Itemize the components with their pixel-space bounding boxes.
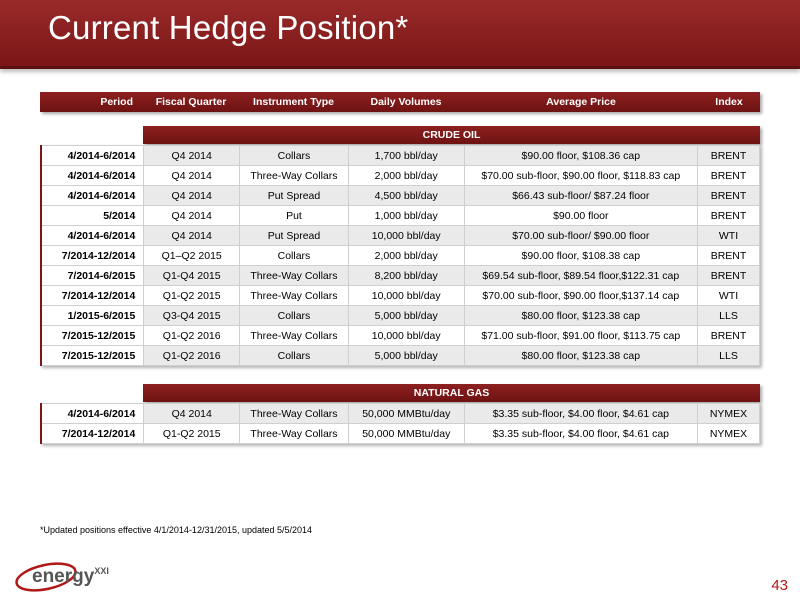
cell-instrument: Collars (240, 346, 349, 366)
table-row (41, 206, 760, 226)
cell-price: $3.35 sub-floor, $4.00 floor, $4.61 cap (464, 424, 697, 444)
cell-volume: 1,000 bbl/day (348, 206, 464, 226)
header-fiscal-quarter: Fiscal Quarter (155, 96, 227, 108)
table-row (41, 424, 760, 444)
cell-volume: 4,500 bbl/day (348, 186, 464, 206)
company-logo (12, 560, 142, 594)
header-daily-volumes: Daily Volumes (370, 96, 442, 108)
cell-quarter: Q4 2014 (144, 166, 240, 186)
cell-index: BRENT (698, 246, 760, 266)
cell-index: BRENT (698, 146, 760, 166)
cell-period: 4/2014-6/2014 (41, 226, 144, 246)
cell-period: 4/2014-6/2014 (41, 146, 144, 166)
crude-oil-table (40, 145, 760, 366)
cell-quarter: Q1-Q2 2016 (144, 346, 240, 366)
cell-price: $69.54 sub-floor, $89.54 floor,$122.31 cap (464, 266, 697, 286)
header-period: Period (100, 96, 133, 108)
cell-quarter: Q1-Q2 2015 (144, 424, 240, 444)
logo-text: energy$^{XXI}$ (32, 566, 109, 587)
cell-volume: 2,000 bbl/day (348, 166, 464, 186)
header-instrument-type: Instrument Type (253, 96, 334, 108)
cell-quarter: Q1-Q4 2015 (144, 266, 240, 286)
cell-price: $70.00 sub-floor, $90.00 floor, $118.83 cap (464, 166, 697, 186)
cell-instrument: Collars (240, 306, 349, 326)
cell-volume: 8,200 bbl/day (348, 266, 464, 286)
cell-index: BRENT (698, 266, 760, 286)
cell-index: WTI (698, 226, 760, 246)
table-row (41, 404, 760, 424)
cell-quarter: Q4 2014 (144, 146, 240, 166)
cell-quarter: Q1–Q2 2015 (144, 246, 240, 266)
cell-index: LLS (698, 306, 760, 326)
table-row (41, 226, 760, 246)
cell-period: 4/2014-6/2014 (41, 186, 144, 206)
cell-quarter: Q1-Q2 2015 (144, 286, 240, 306)
table-row (41, 166, 760, 186)
cell-price: $90.00 floor (464, 206, 697, 226)
cell-instrument: Three-Way Collars (240, 404, 349, 424)
cell-index: WTI (698, 286, 760, 306)
table-row (41, 306, 760, 326)
cell-quarter: Q4 2014 (144, 206, 240, 226)
cell-index: BRENT (698, 166, 760, 186)
cell-price: $80.00 floor, $123.38 cap (464, 346, 697, 366)
cell-period: 5/2014 (41, 206, 144, 226)
cell-quarter: Q3-Q4 2015 (144, 306, 240, 326)
cell-volume: 50,000 MMBtu/day (348, 404, 464, 424)
cell-period: 7/2014-6/2015 (41, 266, 144, 286)
crude-oil-section-header: CRUDE OIL (143, 126, 760, 144)
cell-instrument: Put Spread (240, 186, 349, 206)
table-row (41, 326, 760, 346)
page-number: 43 (771, 577, 788, 594)
natural-gas-table (40, 403, 760, 444)
cell-instrument: Put (240, 206, 349, 226)
cell-volume: 1,700 bbl/day (348, 146, 464, 166)
cell-instrument: Three-Way Collars (240, 166, 349, 186)
cell-price: $70.00 sub-floor/ $90.00 floor (464, 226, 697, 246)
cell-index: NYMEX (698, 424, 760, 444)
cell-period: 7/2015-12/2015 (41, 346, 144, 366)
cell-period: 4/2014-6/2014 (41, 166, 144, 186)
cell-period: 7/2014-12/2014 (41, 246, 144, 266)
cell-index: BRENT (698, 326, 760, 346)
header-average-price: Average Price (546, 96, 616, 108)
cell-price: $66.43 sub-floor/ $87.24 floor (464, 186, 697, 206)
cell-instrument: Three-Way Collars (240, 326, 349, 346)
table-row (41, 146, 760, 166)
cell-instrument: Three-Way Collars (240, 266, 349, 286)
cell-volume: 10,000 bbl/day (348, 226, 464, 246)
cell-period: 4/2014-6/2014 (41, 404, 144, 424)
cell-price: $3.35 sub-floor, $4.00 floor, $4.61 cap (464, 404, 697, 424)
natural-gas-section-header: NATURAL GAS (143, 384, 760, 402)
cell-price: $71.00 sub-floor, $91.00 floor, $113.75 cap (464, 326, 697, 346)
cell-instrument: Collars (240, 146, 349, 166)
cell-index: NYMEX (698, 404, 760, 424)
cell-instrument: Put Spread (240, 226, 349, 246)
cell-volume: 5,000 bbl/day (348, 346, 464, 366)
cell-period: 7/2014-12/2014 (41, 424, 144, 444)
column-header-row (40, 92, 760, 112)
table-row (41, 186, 760, 206)
cell-instrument: Three-Way Collars (240, 286, 349, 306)
table-row (41, 346, 760, 366)
cell-volume: 50,000 MMBtu/day (348, 424, 464, 444)
cell-period: 7/2014-12/2014 (41, 286, 144, 306)
cell-volume: 10,000 bbl/day (348, 326, 464, 346)
header-index: Index (715, 96, 743, 108)
cell-period: 7/2015-12/2015 (41, 326, 144, 346)
cell-index: LLS (698, 346, 760, 366)
cell-quarter: Q4 2014 (144, 226, 240, 246)
cell-price: $80.00 floor, $123.38 cap (464, 306, 697, 326)
cell-price: $90.00 floor, $108.36 cap (464, 146, 697, 166)
cell-quarter: Q1-Q2 2016 (144, 326, 240, 346)
cell-index: BRENT (698, 186, 760, 206)
cell-price: $90.00 floor, $108.38 cap (464, 246, 697, 266)
cell-instrument: Collars (240, 246, 349, 266)
cell-index: BRENT (698, 206, 760, 226)
table-row (41, 286, 760, 306)
cell-volume: 5,000 bbl/day (348, 306, 464, 326)
cell-quarter: Q4 2014 (144, 404, 240, 424)
table-row (41, 266, 760, 286)
cell-volume: 10,000 bbl/day (348, 286, 464, 306)
cell-instrument: Three-Way Collars (240, 424, 349, 444)
cell-volume: 2,000 bbl/day (348, 246, 464, 266)
title-bar (0, 0, 800, 69)
table-row (41, 246, 760, 266)
cell-period: 1/2015-6/2015 (41, 306, 144, 326)
footnote: *Updated positions effective 4/1/2014-12/31/2015, updated 5/5/2014 (40, 525, 313, 535)
page-title: Current Hedge Position* (48, 9, 409, 46)
cell-price: $70.00 sub-floor, $90.00 floor,$137.14 cap (464, 286, 697, 306)
cell-quarter: Q4 2014 (144, 186, 240, 206)
